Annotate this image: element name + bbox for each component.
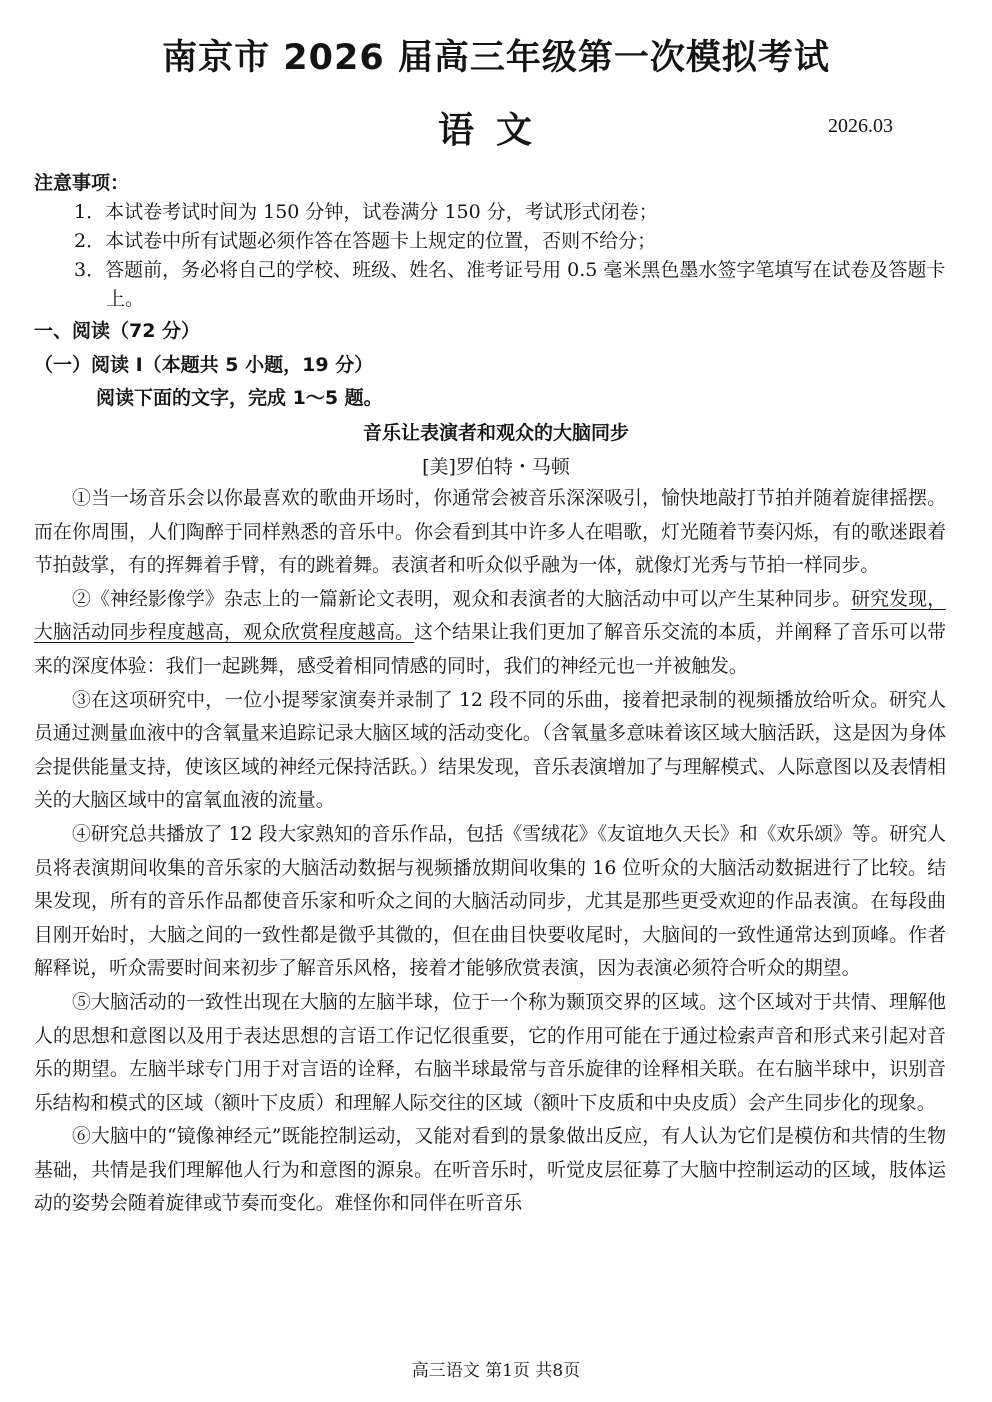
- article-title: 音乐让表演者和观众的大脑同步: [362, 422, 629, 444]
- paragraph-5: ⑤大脑活动的一致性出现在大脑的左脑半球，位于一个称为颞顶交界的区域。这个区域对于共情、理解他人的思想和意图以及用于表达思想的言语工作记忆很重要，它的作用可能在于通过检索声音和形式来引起对音乐的期望。左脑半球专门用于对言语的诠释，右脑半球最常与音乐旋律的诠释相关联。在右脑半球中，识别音乐结构和模式的区域（额叶下皮质）和理解人际交往的区域（额叶下皮质和中央皮质）会产生同步化的现象。: [34, 991, 946, 1114]
- notice-item: 1．本试卷考试时间为 150 分钟，试卷满分 150 分，考试形式闭卷；: [74, 201, 658, 223]
- exam-date: 2026.03: [828, 115, 893, 137]
- paragraph-2-text-a: ②《神经影像学》杂志上的一篇新论文表明，观众和表演者的大脑活动中可以产生某种同步。: [72, 588, 852, 610]
- paragraph-2: [34, 583, 946, 684]
- subject-title: 语文: [437, 110, 554, 151]
- paragraph-3: ③在这项研究中，一位小提琴家演奏并录制了 12 段不同的乐曲，接着把录制的视频播放给听众。研究人员通过测量血液中的含氧量来追踪记录大脑区域的活动变化。（含氧量多意味着该区域大脑活跃，这是因为身体会提供能量支持，使该区域的神经元保持活跃。）结果发现，音乐表演增加了与理解模式、人际意图以及表情相关的大脑区域中的富氧血液的流量。: [34, 689, 946, 812]
- page-footer: 高三语文 第1页 共8页: [411, 1361, 581, 1381]
- notice-item: 2．本试卷中所有试题必须作答在答题卡上规定的位置，否则不给分；: [74, 230, 657, 252]
- paragraph-2-text-b: 这个结果让我们更加了解音乐交流的本质，并阐释了音乐可以带来的深度体验：我们一起跳舞，感受着相同情感的同时，我们的神经元也一并被触发。: [34, 622, 946, 677]
- notice-block: [34, 168, 954, 314]
- subsection-heading: （一）阅读 I（本题共 5 小题，19 分）: [34, 354, 374, 376]
- paragraph-6: ⑥大脑中的“镜像神经元”既能控制运动，又能对看到的景象做出反应，有人认为它们是模仿和共情的生物基础，共情是我们理解他人行为和意图的源泉。在听音乐时，听觉皮层征募了大脑中控制运动的区域，肢体运动的姿势会随着旋律或节奏而变化。难怪你和同伴在听音乐: [34, 1126, 946, 1215]
- paragraph-4: ④研究总共播放了 12 段大家熟知的音乐作品，包括《雪绒花》《友谊地久天长》和《欢乐颂》等。研究人员将表演期间收集的音乐家的大脑活动数据与视频播放期间收集的 16 位听众的大脑活动数据进行了比较。结果发现，所有的音乐作品都使音乐家和听众之间的大脑活动同步，尤其是那些更受欢迎的作品表演。在每段曲目刚开始时，大脑之间的一致性都是微乎其微的，但在曲目快要收尾时，大脑间的一致性通常达到顶峰。作者解释说，听众需要时间来初步了解音乐风格，接着才能够欣赏表演，因为表演必须符合听众的期望。: [34, 823, 946, 980]
- underlined-sentence: 研究发现，大脑活动同步程度越高，观众欣赏程度越高。: [34, 588, 947, 644]
- section-heading: 一、阅读（72 分）: [34, 320, 201, 342]
- notice-heading: 注意事项：: [34, 172, 130, 194]
- paragraph-1: ①当一场音乐会以你最喜欢的歌曲开场时，你通常会被音乐深深吸引，愉快地敲打节拍并随着旋律摇摆。而在你周围，人们陶醉于同样熟悉的音乐中。你会看到其中许多人在唱歌，灯光随着节奏闪烁，有的歌迷跟着节拍鼓掌，有的挥舞着手臂，有的跳着舞。表演者和听众似乎融为一体，就像灯光秀与节拍一样同步。: [34, 488, 946, 577]
- article-body: [34, 482, 946, 1221]
- exam-title: 南京市 2026 届高三年级第一次模拟考试: [162, 38, 830, 78]
- reading-instruction: 阅读下面的文字，完成 1～5 题。: [96, 387, 383, 409]
- article-author: [美]罗伯特・马顿: [422, 456, 570, 478]
- notice-item: 3．答题前，务必将自己的学校、班级、姓名、准考证号用 0.5 毫米黑色墨水签字笔填写在试卷及答题卡上。: [74, 259, 946, 310]
